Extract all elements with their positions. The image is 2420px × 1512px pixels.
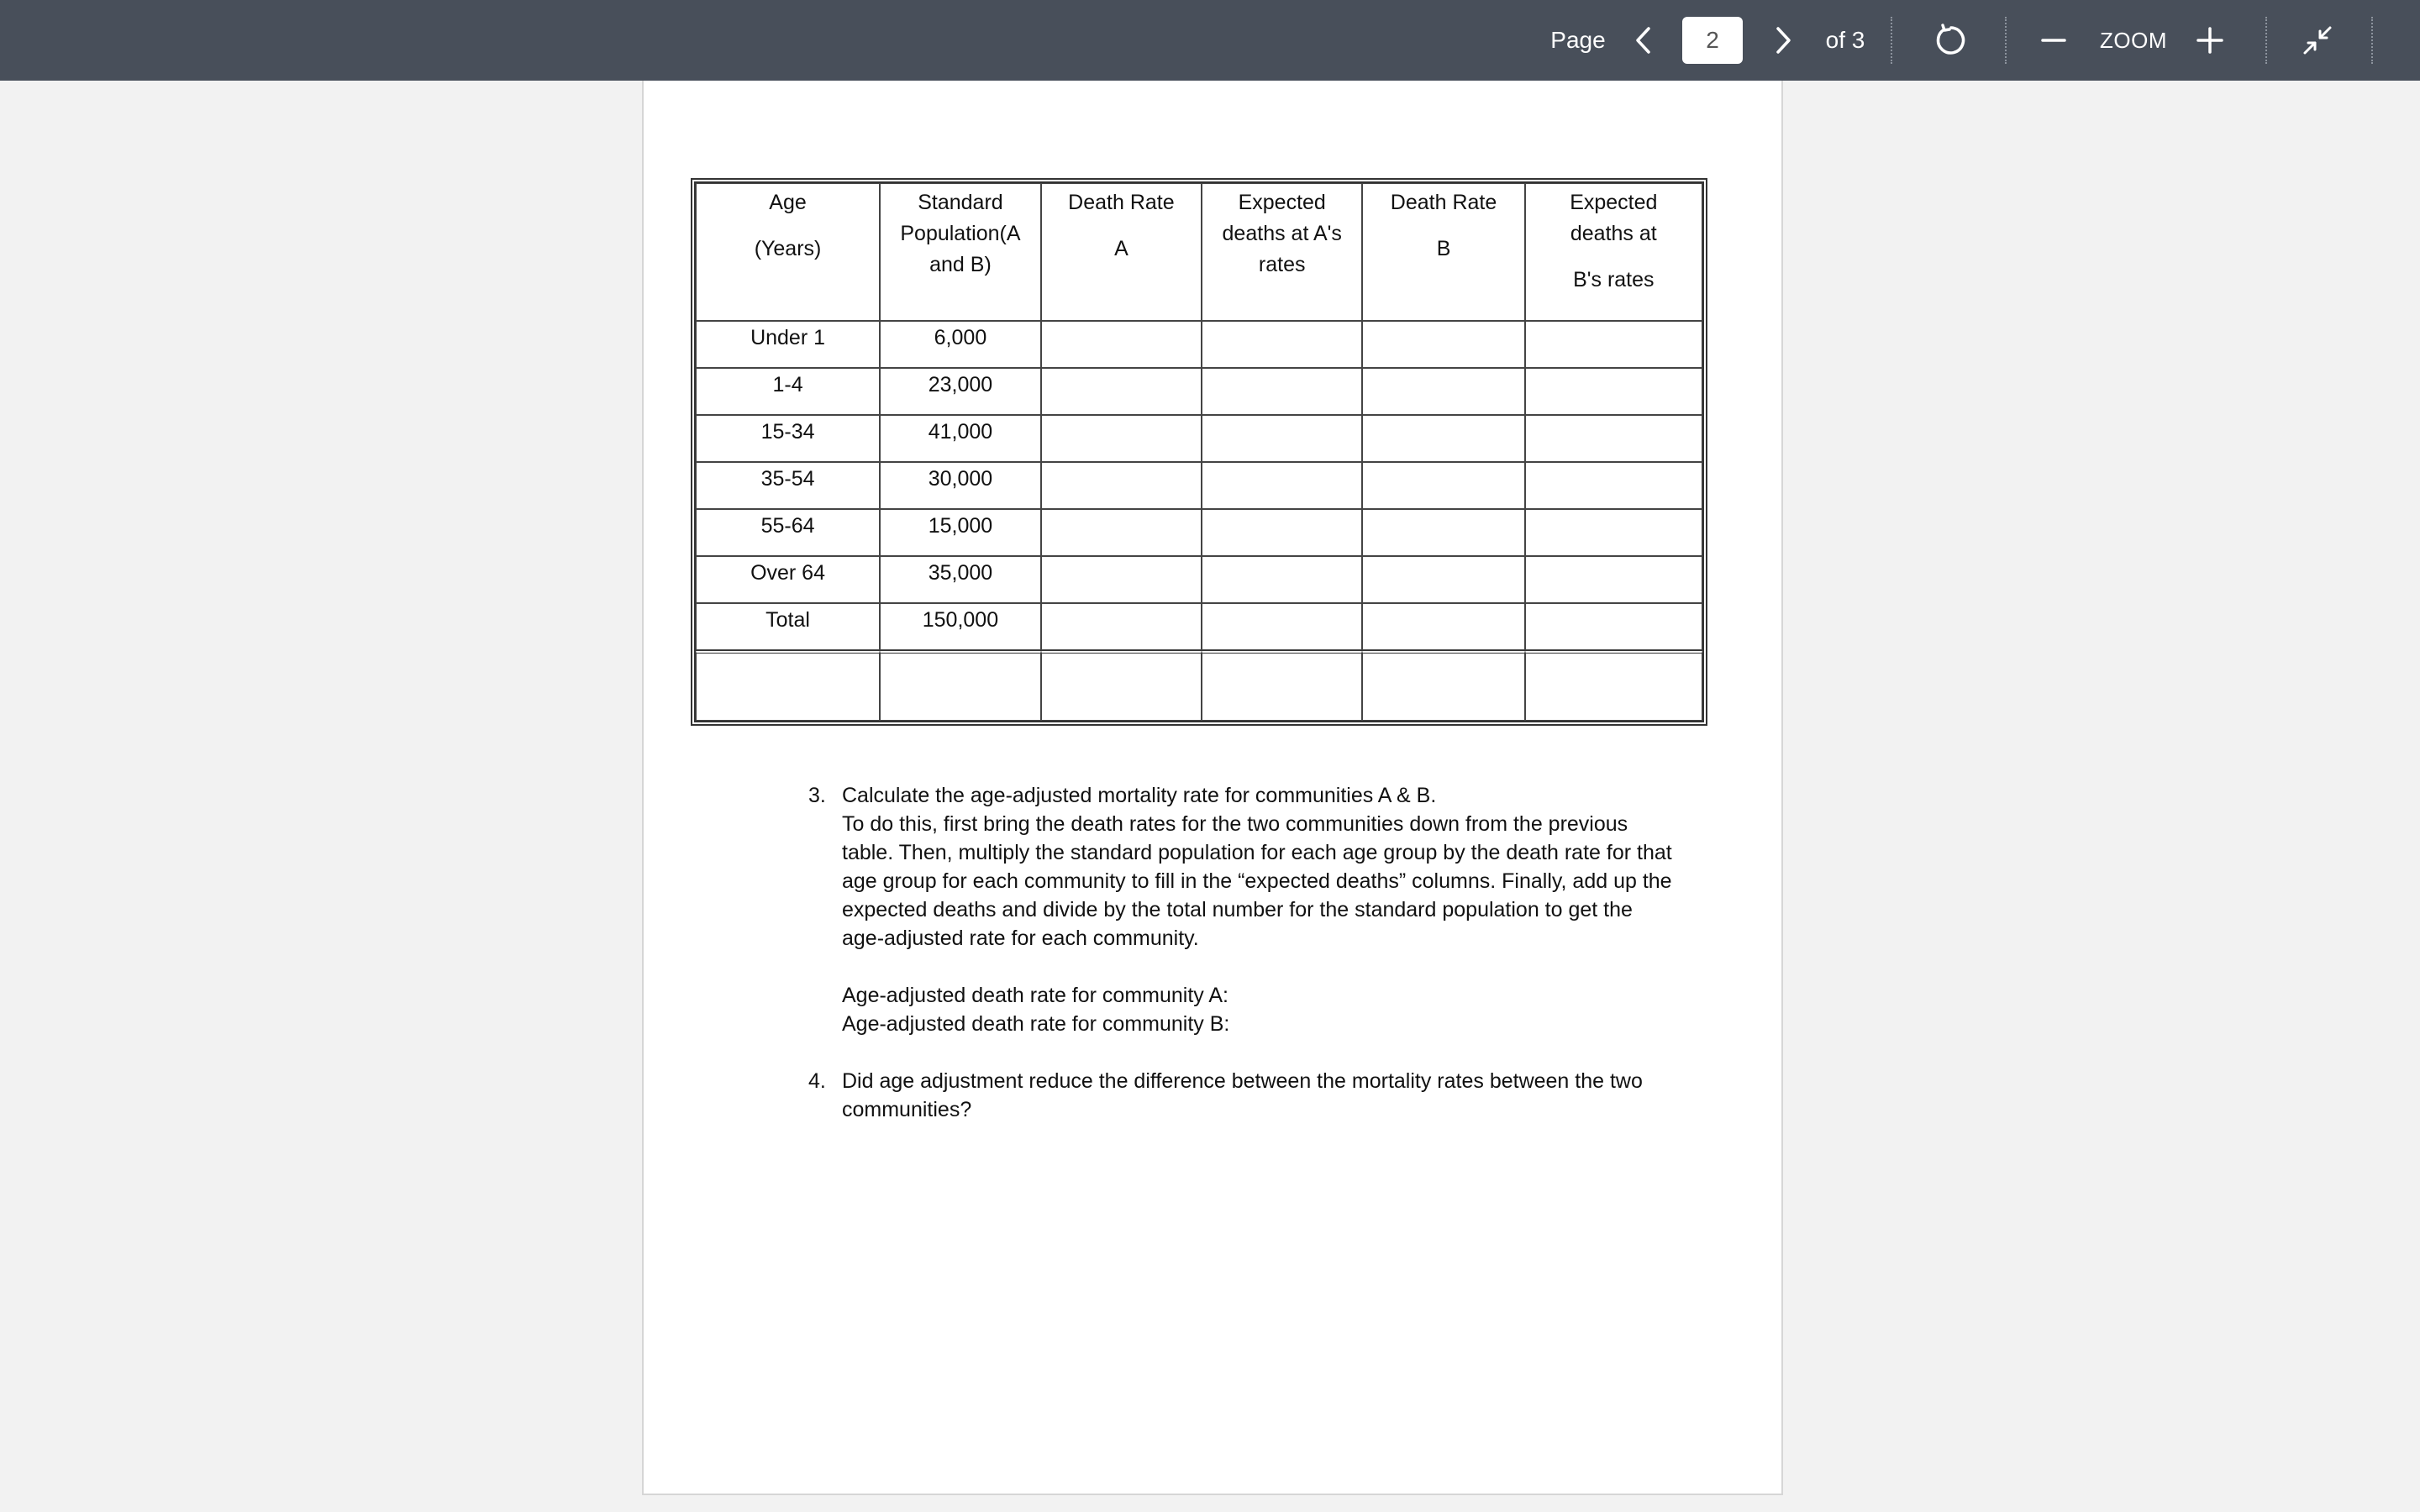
answer-line-b: Age-adjusted death rate for community B: [842,1012,1230,1036]
table-row [696,509,1702,556]
empty-cell [1362,650,1524,721]
empty-cell [1202,603,1362,650]
age-cell: Under 1 [696,321,880,368]
age-cell: Total [696,603,880,650]
age-cell: Over 64 [696,556,880,603]
question-body [842,781,1674,1038]
empty-cell [1202,462,1362,509]
table-header-row [696,183,1702,321]
question-instructions: To do this, first bring the death rates for the two communities down from the previous table. Then, multiply the standard population for each age group by the death rate for that age group for each community to fill in the “expected deaths” columns. Finally, add up the expected deaths and divide by the total number for the standard population to get the age-adjusted rate for each community. [842,812,1672,950]
minus-icon [2041,28,2066,53]
header-standard-population: Standard Population(A and B) [880,183,1041,321]
next-page-button[interactable] [1763,0,1803,81]
age-cell: 1-4 [696,368,880,415]
empty-cell [1202,415,1362,462]
table-row [696,462,1702,509]
answer-line-a: Age-adjusted death rate for community A: [842,984,1228,1007]
question-4 [808,1067,1674,1124]
empty-cell [696,650,880,721]
empty-cell [1041,415,1202,462]
population-cell: 15,000 [880,509,1041,556]
page-label: Page [1550,27,1606,53]
table-row [696,650,1702,721]
toolbar-divider [2265,17,2267,64]
question-body [842,1067,1674,1124]
zoom-out-button[interactable] [2033,0,2074,81]
empty-cell [1041,556,1202,603]
empty-cell [1362,462,1524,509]
empty-cell [1202,556,1362,603]
empty-cell [1362,415,1524,462]
exit-fullscreen-button[interactable] [2297,0,2338,81]
document-page [642,81,1783,1495]
empty-cell [1362,321,1524,368]
table-row [696,556,1702,603]
empty-cell [1041,462,1202,509]
zoom-in-button[interactable] [2190,0,2230,81]
empty-cell [1362,603,1524,650]
empty-cell [1041,509,1202,556]
age-adjustment-table [694,181,1704,722]
table-row [696,415,1702,462]
questions-list [808,781,1674,1152]
question-number: 4. [808,1069,826,1093]
toolbar-divider [1891,17,1892,64]
reset-view-button[interactable] [1928,0,1975,81]
age-cell: 35-54 [696,462,880,509]
population-cell: 30,000 [880,462,1041,509]
empty-cell [880,650,1041,721]
toolbar-divider [2005,17,2007,64]
empty-cell [1202,321,1362,368]
table-row [696,321,1702,368]
empty-cell [1041,650,1202,721]
empty-cell [1525,650,1702,721]
chevron-left-icon [1634,25,1654,55]
rotate-reset-icon [1933,22,1970,59]
zoom-label: ZOOM [2100,27,2167,53]
pdf-toolbar [0,0,2420,81]
empty-cell [1362,509,1524,556]
population-cell: 41,000 [880,415,1041,462]
plus-icon [2196,27,2223,54]
header-death-rate-a: Death Rate A [1041,183,1202,321]
empty-cell [1041,321,1202,368]
header-death-rate-b: Death Rate B [1362,183,1524,321]
age-cell: 15-34 [696,415,880,462]
page-count-label: of 3 [1825,27,1865,53]
empty-cell [1362,556,1524,603]
empty-cell [1202,509,1362,556]
population-cell: 6,000 [880,321,1041,368]
collapse-arrows-icon [2302,25,2333,55]
question-3 [808,781,1674,1038]
question-title: Calculate the age-adjusted mortality rate for communities A & B. [842,784,1437,807]
population-cell: 150,000 [880,603,1041,650]
header-age: Age (Years) [696,183,880,321]
empty-cell [1525,368,1702,415]
empty-cell [1525,321,1702,368]
question-number: 3. [808,784,826,807]
empty-cell [1525,415,1702,462]
question-title: Did age adjustment reduce the difference between the mortality rates between the two communities? [842,1069,1643,1121]
header-expected-deaths-b: Expected deaths at B's rates [1525,183,1702,321]
population-cell: 23,000 [880,368,1041,415]
empty-cell [1041,603,1202,650]
empty-cell [1525,462,1702,509]
empty-cell [1202,368,1362,415]
empty-cell [1362,368,1524,415]
empty-cell [1525,603,1702,650]
population-cell: 35,000 [880,556,1041,603]
header-expected-deaths-a: Expected deaths at A's rates [1202,183,1362,321]
empty-cell [1525,509,1702,556]
previous-page-button[interactable] [1623,0,1664,81]
age-cell: 55-64 [696,509,880,556]
answer-lines [842,981,1674,1038]
empty-cell [1202,650,1362,721]
page-number-input[interactable] [1682,17,1743,64]
empty-cell [1525,556,1702,603]
empty-cell [1041,368,1202,415]
table-row [696,603,1702,650]
chevron-right-icon [1773,25,1793,55]
table-row [696,368,1702,415]
toolbar-divider [2371,17,2373,64]
